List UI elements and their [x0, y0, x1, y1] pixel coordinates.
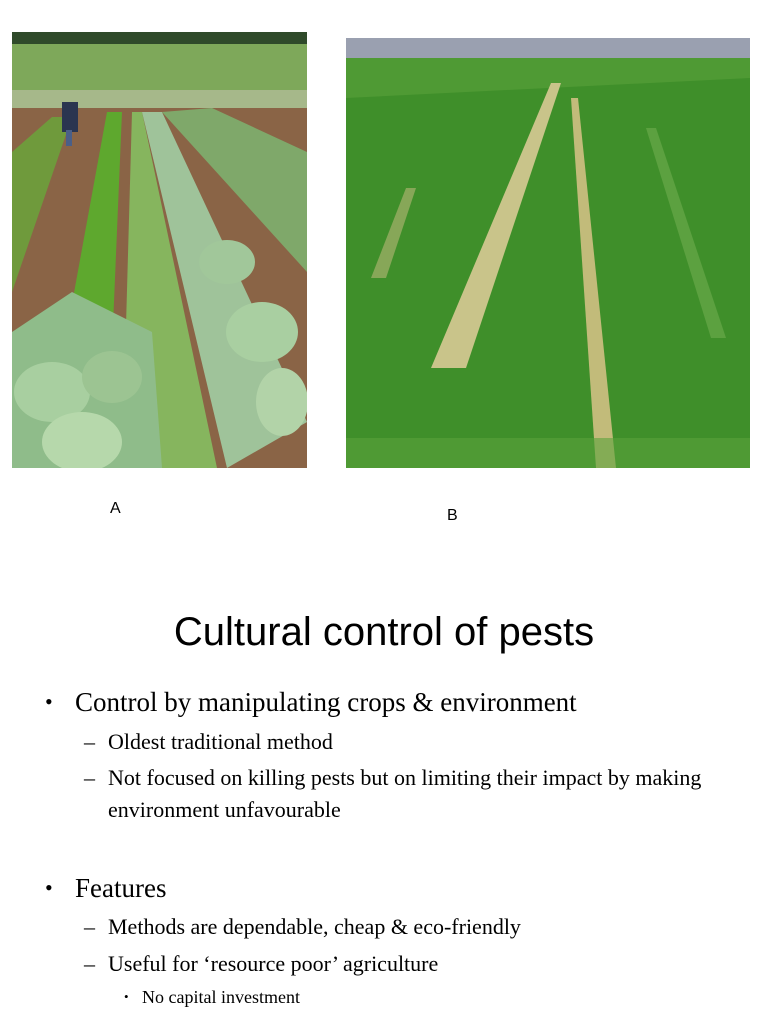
dash-marker: –: [84, 951, 95, 976]
soybean-field-photo: [346, 38, 750, 468]
photo-b-caption: B: [447, 507, 458, 524]
sub-bullet-text: Useful for ‘resource poor’ agriculture: [108, 951, 439, 976]
slide-title: Cultural control of pests: [173, 610, 595, 654]
bullet-text: Features: [75, 873, 167, 903]
bullet-text: Control by manipulating crops & environment: [75, 687, 577, 717]
photo-a-caption: A: [110, 500, 121, 517]
bullet-marker: •: [45, 689, 53, 714]
sub-sub-bullet-text: No capital investment: [142, 987, 300, 1007]
sub-bullet-text: Not focused on killing pests but on limiting their impact by making environment unfavourable: [108, 765, 702, 822]
dash-marker: –: [84, 914, 95, 939]
dash-marker: –: [84, 765, 95, 790]
sub-bullet-text: Oldest traditional method: [108, 729, 333, 754]
vegetable-rows-photo: [12, 32, 307, 468]
bullet-marker: •: [124, 989, 129, 1004]
sub-bullet-text: Methods are dependable, cheap & eco-friendly: [108, 914, 521, 939]
bullet-marker: •: [45, 875, 53, 900]
dash-marker: –: [84, 729, 95, 754]
